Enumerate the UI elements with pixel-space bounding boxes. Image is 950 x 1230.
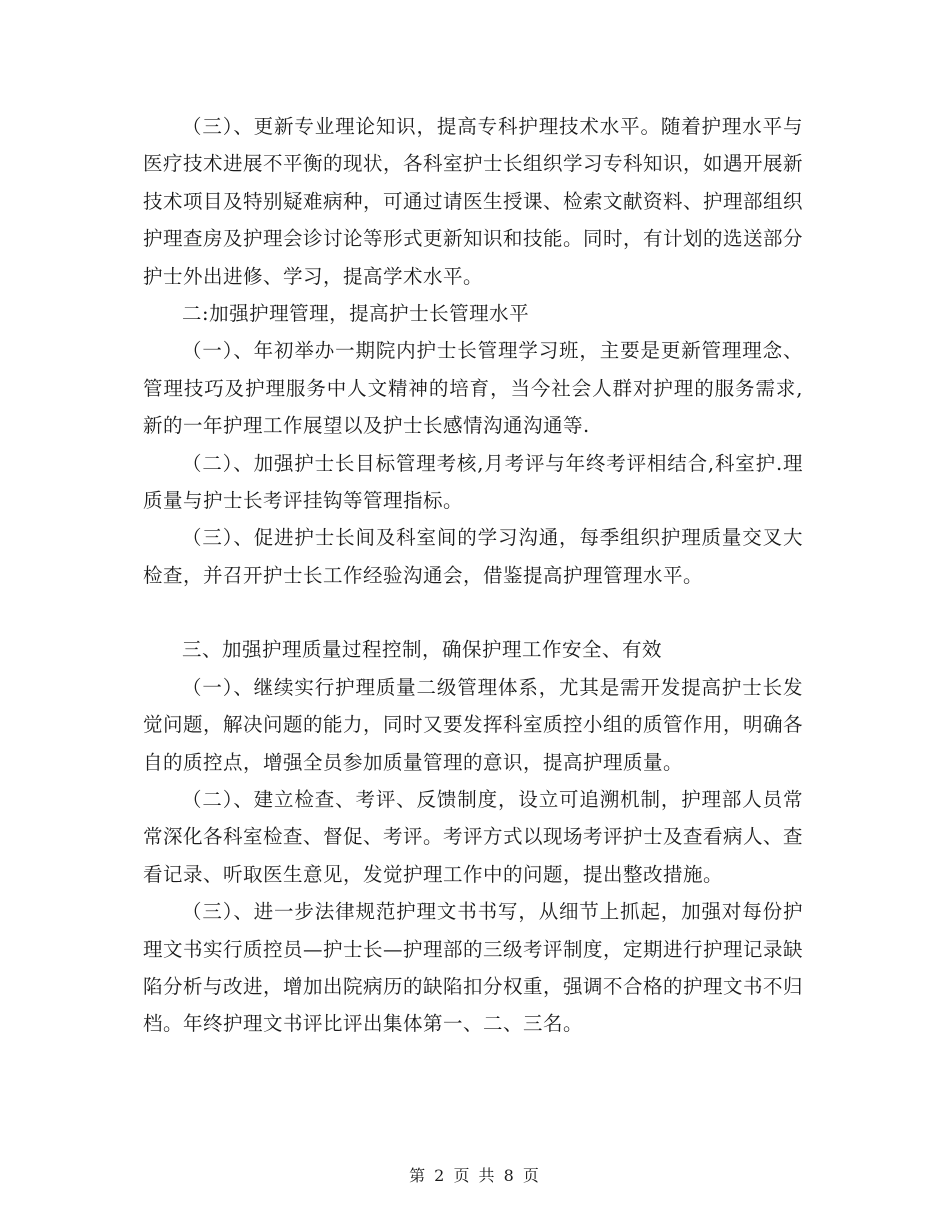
document-body xyxy=(143,108,803,1043)
paragraph-cross-inspection: （三）、促进护士长间及科室间的学习沟通，每季组织护理质量交叉大检查，并召开护士长工作经验沟通会，借鉴提高护理管理水平。 xyxy=(143,526,803,587)
paragraph-nursing-documents: （三）、进一步法律规范护理文书书写，从细节上抓起，加强对每份护理文书实行质控员—护士长—护理部的三级考评制度，定期进行护理记录缺陷分析与改进，增加出院病历的缺陷扣分权重，强调不合格的护理文书不归档。年终护理文书评比评出集体第一、二、三名。 xyxy=(143,900,804,1036)
page-number-footer: 第 2 页 共 8 页 xyxy=(409,1166,541,1185)
paragraph-head-nurse-training: （一）、年初举办一期院内护士长管理学习班，主要是更新管理理念、管理技巧及护理服务中人文精神的培育，当今社会人群对护理的服务需求,新的一年护理工作展望以及护士长感情沟通沟通等. xyxy=(143,339,803,438)
paragraph-target-assessment: （二）、加强护士长目标管理考核,月考评与年终考评相结合,科室护.理质量与护士长考评挂钩等管理指标。 xyxy=(143,451,803,513)
paragraph-two-level-management: （一）、继续实行护理质量二级管理体系，尤其是需开发提高护士长发觉问题，解决问题的能力，同时又要发挥科室质控小组的质管作用，明确各自的质控点，增强全员参加质量管理的意识，提高护理质量。 xyxy=(143,675,804,774)
paragraph-inspection-feedback: （二）、建立检查、考评、反馈制度，设立可追溯机制，护理部人员常常深化各科室检查、督促、考评。考评方式以现场考评护士及查看病人、查看记录、听取医生意见，发觉护理工作中的问题，提出整改措施。 xyxy=(143,787,804,886)
section-heading-nursing-management: 二:加强护理管理，提高护士长管理水平 xyxy=(182,302,530,326)
paragraph-spacer xyxy=(143,594,803,631)
paragraph-professional-knowledge: （三）、更新专业理论知识，提高专科护理技术水平。随着护理水平与医疗技术进展不平衡的现状，各科室护士长组织学习专科知识，如遇开展新技术项目及特别疑难病种，可通过请医生授课、检索文献资料、护理部组织护理查房及护理会诊讨论等形式更新知识和技能。同时，有计划的选送部分护士外出进修、学习，提高学术水平。 xyxy=(143,115,804,288)
section-heading-quality-control: 三、加强护理质量过程控制，确保护理工作安全、有效 xyxy=(182,638,663,662)
